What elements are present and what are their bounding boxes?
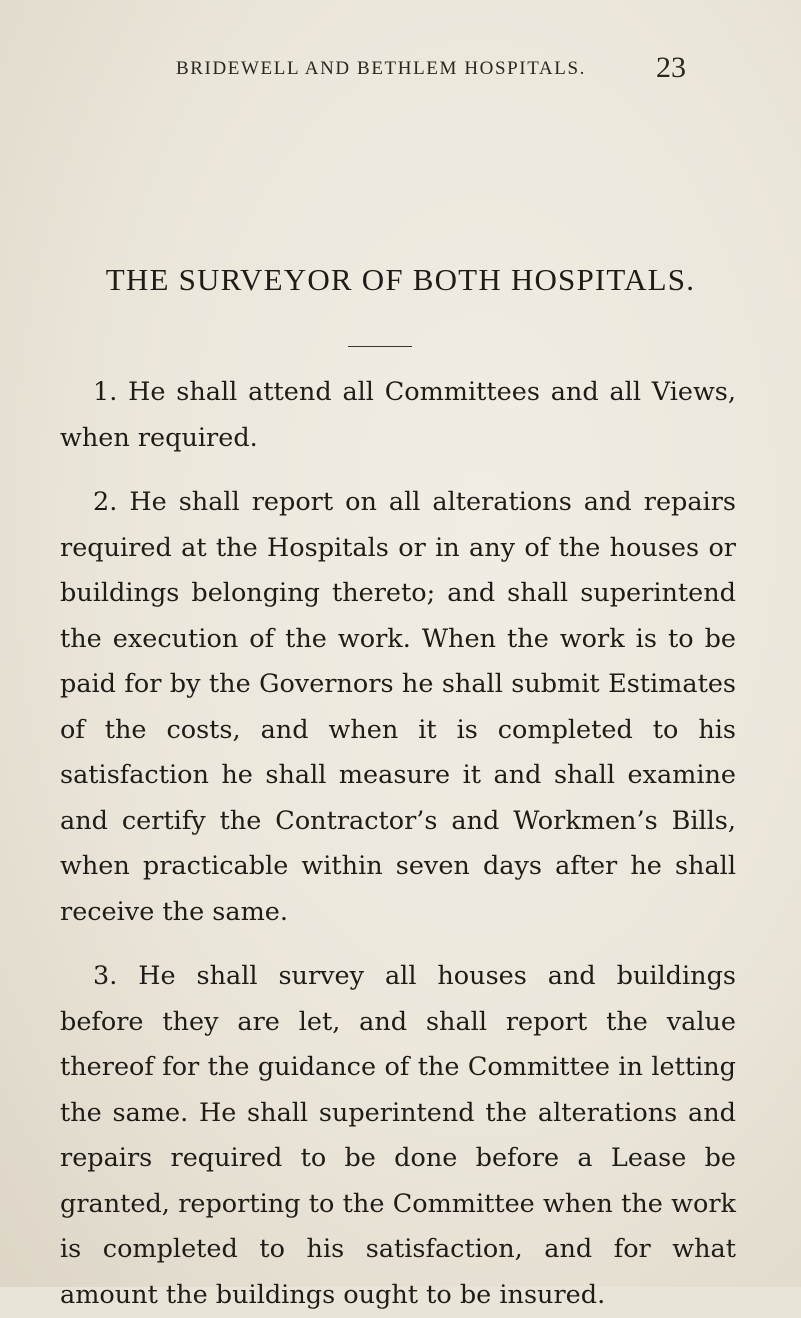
paragraph-text: He shall attend all Committees and all Views, when required. xyxy=(60,377,737,453)
paragraph-text: He shall report on all alterations and repairs required at the Hospitals or in any of the houses or buildings belonging thereto; and shall superintend the execution of the work. When the work is to be paid for by the Governors he shall submit Estimates of the costs, and when it is completed to his satisfaction he shall measure it and shall examine and certify the Contractor’s and Workmen’s Bills, when practicable within seven days after he shall receive the same. xyxy=(60,487,736,927)
paragraph-1 xyxy=(60,370,736,461)
paragraph-3 xyxy=(60,954,736,1318)
paragraph-number: 1. xyxy=(93,377,118,407)
page-number: 23 xyxy=(656,51,686,84)
body-text xyxy=(60,370,736,1318)
paragraph-number: 3. xyxy=(93,961,118,991)
paragraph-2 xyxy=(60,480,736,935)
running-head xyxy=(0,48,801,88)
section-title: THE SURVEYOR OF BOTH HOSPITALS. xyxy=(105,262,696,297)
running-title: BRIDEWELL AND BETHLEM HOSPITALS. xyxy=(176,58,586,79)
paragraph-number: 2. xyxy=(93,487,118,517)
paragraph-text: He shall survey all houses and buildings before they are let, and shall report the value thereof for the guidance of the Committee in letting the same. He shall superintend the alterations and repairs required to be done before a Lease be granted, reporting to the Committee when the work is completed to his satisfaction, and for what amount the buildings ought to be insured. xyxy=(60,961,736,1310)
title-rule xyxy=(348,346,412,347)
